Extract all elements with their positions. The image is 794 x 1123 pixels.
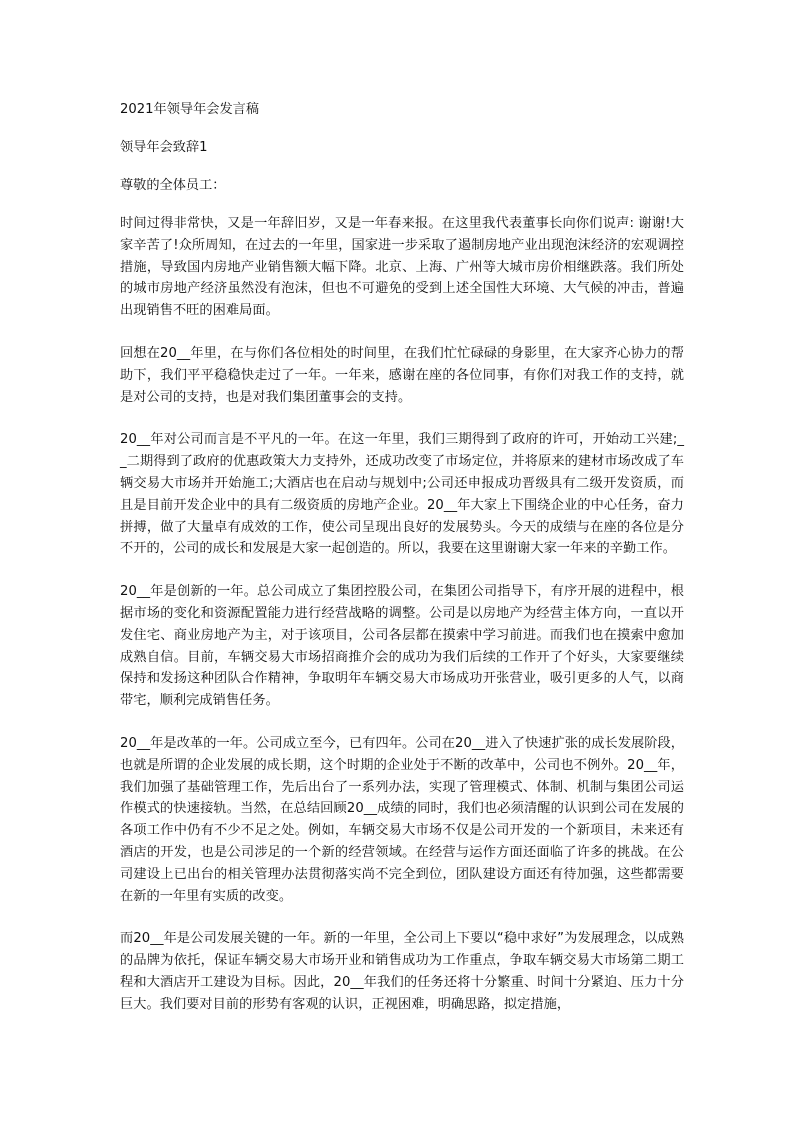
salutation: 尊敬的全体员工：	[120, 178, 226, 193]
paragraph-4: 20__年是创新的一年。总公司成立了集团控股公司，在集团公司指导下，有序开展的进程中，根据市场的变化和资源配置能力进行经营战略的调整。公司是以房地产为经营主体方向，一直以开发住宅、商业房地产为主，对于该项目，公司各层都在摸索中学习前进。而我们也在摸索中愈加成熟自信。目前，车辆交易大市场招商推介会的成功为我们后续的工作开了个好头，大家要继续保持和发扬这种团队合作精神，争取明年车辆交易大市场成功开张营业，吸引更多的人气，以商带宅，顺利完成销售任务。	[120, 584, 684, 709]
paragraph-6: 而20__年是公司发展关键的一年。新的一年里，全公司上下要以“稳中求好”为发展理念，以成熟的品牌为依托，保证车辆交易大市场开业和销售成功为工作重点，争取车辆交易大市场第二期工程和大酒店开工建设为目标。因此，20__年我们的任务还将十分繁重、时间十分紧迫、压力十分巨大。我们要对目前的形势有客观的认识，正视困难，明确思路，拟定措施，	[120, 931, 684, 1012]
document-title: 2021年领导年会发言稿	[120, 102, 260, 117]
paragraph-1: 时间过得非常快，又是一年辞旧岁，又是一年春来报。在这里我代表董事长向你们说声: 谢谢!大家辛苦了!众所周知，在过去的一年里，国家进一步采取了遏制房地产业出现泡沫经济的宏观调控措施，导致国内房地产业销售额大幅下降。北京、上海、广州等大城市房价相继跌落。我们所处的城市房地产经济虽然没有泡沫，但也不可避免的受到上述全国性大环境、大气候的冲击，普遍出现销售不旺的困难局面。	[120, 216, 684, 319]
paragraph-3: 20__年对公司而言是不平凡的一年。在这一年里，我们三期得到了政府的许可，开始动工兴建;__二期得到了政府的优惠政策大力支持外，还成功改变了市场定位，并将原来的建材市场改成了车辆交易大市场并开始施工;大酒店也在启动与规划中;公司还申报成功晋级具有二级开发资质，而且是目前开发企业中的具有二级资质的房地产企业。20__年大家上下围绕企业的中心任务，奋力拼搏，做了大量卓有成效的工作，使公司呈现出良好的发展势头。今天的成绩与在座的各位是分不开的，公司的成长和发展是大家一起创造的。所以，我要在这里谢谢大家一年来的辛勤工作。	[120, 432, 684, 557]
paragraph-2: 回想在20__年里，在与你们各位相处的时间里，在我们忙忙碌碌的身影里，在大家齐心协力的帮助下，我们平平稳稳快走过了一年。一年来，感谢在座的各位同事，有你们对我工作的支持，就是对公司的支持，也是对我们集团董事会的支持。	[120, 345, 684, 405]
paragraph-5: 20__年是改革的一年。公司成立至今，已有四年。公司在20__进入了快速扩张的成长发展阶段，也就是所谓的企业发展的成长期，这个时期的企业处于不断的改革中，公司也不例外。20__年，我们加强了基础管理工作，先后出台了一系列办法，实现了管理模式、体制、机制与集团公司运作模式的快速接轨。当然，在总结回顾20__成绩的同时，我们也必须清醒的认识到公司在发展的各项工作中仍有不少不足之处。例如，车辆交易大市场不仅是公司开发的一个新项目，未来还有酒店的开发，也是公司涉足的一个新的经营领域。在经营与运作方面还面临了许多的挑战。在公司建设上已出台的相关管理办法贯彻落实尚不完全到位，团队建设方面还有待加强，这些都需要在新的一年里有实质的改变。	[120, 735, 684, 904]
speech-heading: 领导年会致辞1	[120, 140, 208, 155]
